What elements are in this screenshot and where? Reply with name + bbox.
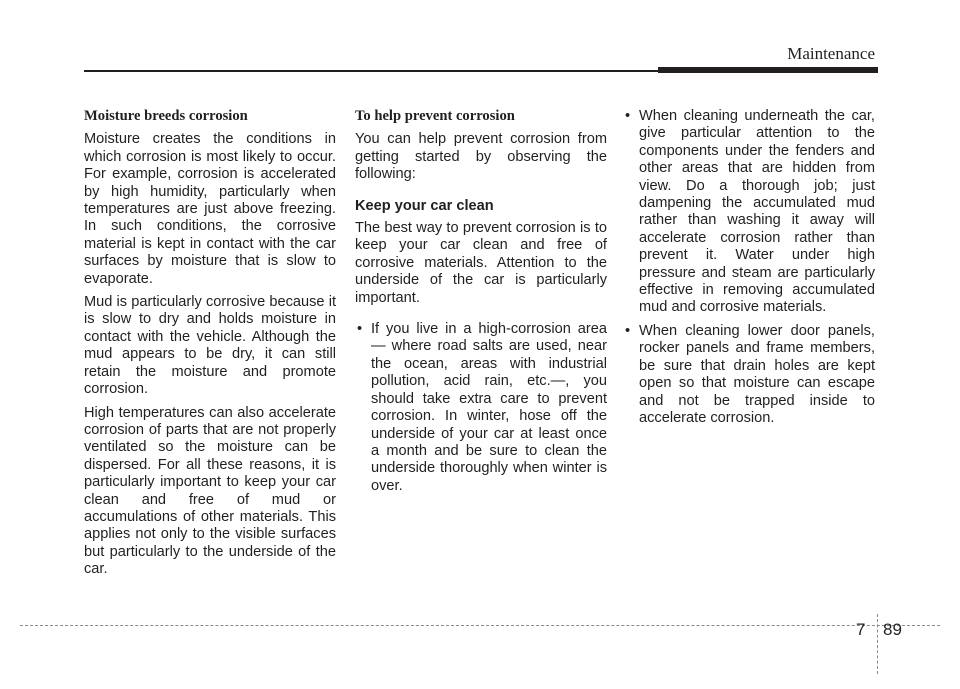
bullet-icon: •: [625, 108, 631, 124]
intro-paragraph: You can help prevent corrosion from getting started by observing the following:: [355, 131, 607, 183]
footer-rule: [20, 625, 940, 626]
bullet-icon: •: [357, 321, 363, 338]
heading-moisture-breeds-corrosion: Moisture breeds corrosion: [84, 108, 248, 124]
page-number: 89: [883, 620, 902, 639]
bullet-item: [623, 323, 875, 427]
chapter-number: 7: [856, 620, 866, 639]
header-rule-thick: [658, 67, 878, 73]
paragraph: Mud is particularly corrosive because it is slow to dry and holds moisture in contact with the vehicle. Although the mud appears to be dry, it can still retain the moisture and promote corrosion.: [84, 294, 336, 398]
section-title: Maintenance: [787, 44, 875, 63]
paragraph: Moisture creates the conditions in which corrosion is most likely to occur. For example, corrosion is accelerated by high humidity, particularly when temperatures are just above freezing. In such conditions, the corrosive material is kept in contact with the car surfaces by moisture that is slow to evaporate.: [84, 131, 336, 287]
bullet-text: If you live in a high-corrosion area — where road salts are used, near the ocean, areas with industrial pollution, acid rain, etc.—, you should take extra care to prevent corrosion. In winter, hose off the underside of your car at least once a month and be sure to clean the underside thoroughly when winter is over.: [371, 321, 607, 494]
column-2: [355, 108, 607, 501]
header-rule-thin: [84, 70, 664, 72]
column-1: [84, 108, 336, 585]
column-3: [623, 108, 875, 433]
heading-to-help-prevent-corrosion: To help prevent corrosion: [355, 108, 515, 124]
bullet-item: [355, 321, 607, 495]
paragraph: The best way to prevent corrosion is to keep your car clean and free of corrosive materials. Attention to the underside of the car is particularly important.: [355, 220, 607, 306]
bullet-item: [623, 108, 875, 317]
subheading-keep-car-clean: Keep your car clean: [355, 197, 494, 214]
bullet-icon: •: [625, 322, 631, 339]
footer-divider: [877, 614, 878, 674]
paragraph: High temperatures can also accelerate corrosion of parts that are not properly ventilated so the moisture can be dispersed. For all these reasons, it is particularly important to keep your car clean and free of mud or accumulations of other materials. This applies not only to the visible surfaces but particularly to the underside of the car.: [84, 404, 336, 578]
bullet-text: When cleaning underneath the car, give particular attention to the components under the fenders and other areas that are hidden from view. Do a thorough job; just dampening the accumulated mud rather than washing it away will accelerate corrosion rather than prevent it. Water under high pressure and steam are particularly effective in removing accumulated mud and corrosive materials.: [639, 108, 875, 316]
bullet-text: When cleaning lower door panels, rocker panels and frame members, be sure that drain holes are kept open so that moisture can escape and not be trapped inside to accelerate corrosion.: [639, 322, 875, 426]
